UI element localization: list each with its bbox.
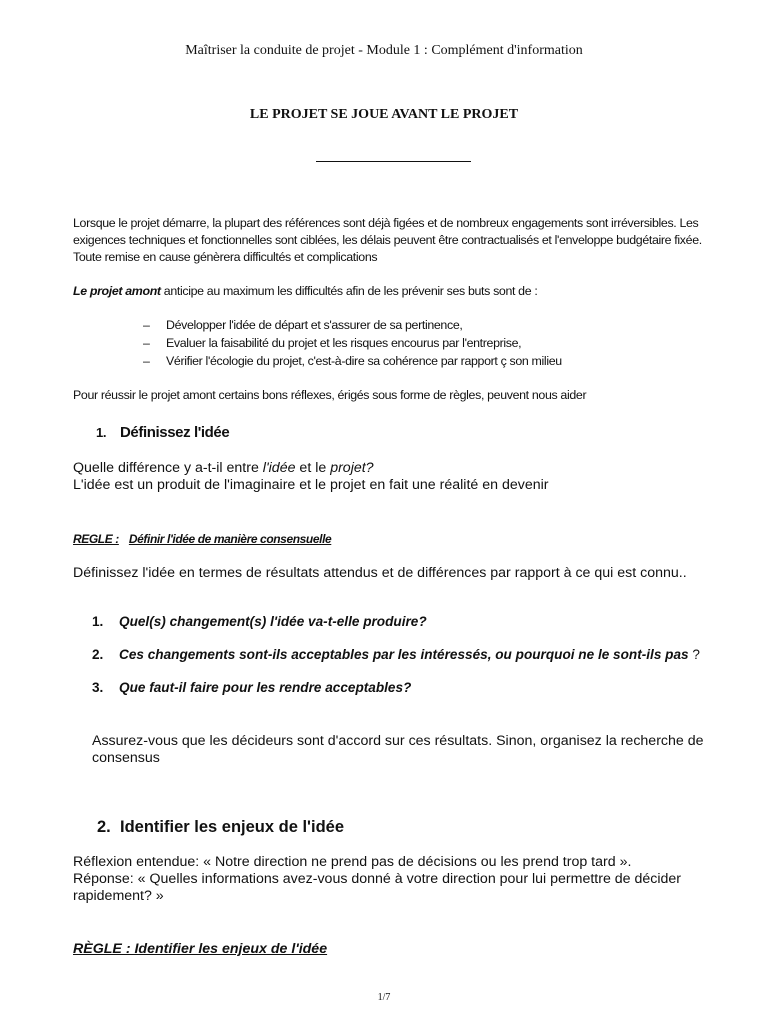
projet-amont-lead: Le projet amont — [73, 284, 161, 298]
reussir-paragraph: Pour réussir le projet amont certains bons réflexes, érigés sous forme de règles, peuvent nous aider — [73, 388, 587, 402]
questions-list — [92, 614, 712, 713]
list-number: 2. — [92, 647, 104, 662]
question-text: Quelle différence y a-t-il entre — [73, 460, 263, 476]
list-item-text: Vérifier l'écologie du projet, c'est-à-dire sa cohérence par rapport ç son milieu — [166, 354, 562, 368]
intro-paragraph: Lorsque le projet démarre, la plupart des références sont déjà figées et de nombreux engagements sont irréversibles. Les exigences techniques et fonctionnelles sont ciblées, les délais peuvent être contractualisés et l'enveloppe budgétaire fixée. Toute remise en cause génèrera difficultés et complications — [73, 216, 702, 264]
difference-answer: L'idée est un produit de l'imaginaire et le projet en fait une réalité en devenir — [73, 477, 549, 493]
list-number: 1. — [92, 614, 104, 629]
question-idee: l'idée — [262, 460, 296, 476]
list-item-text: Que faut-il faire pour les rendre acceptables? — [119, 680, 412, 695]
regle-2: RÈGLE : Identifier les enjeux de l'idée — [73, 941, 328, 957]
list-item — [143, 317, 562, 335]
reflexion-paragraph — [73, 854, 713, 905]
list-item-tail: ? — [688, 647, 700, 662]
definition-paragraph: Définissez l'idée en termes de résultats attendus et de différences par rapport à ce qui est connu.. — [73, 565, 687, 581]
section-1-title: Définissez l'idée — [120, 424, 230, 441]
section-1-heading — [96, 424, 229, 441]
page-number: 1/7 — [377, 992, 391, 1003]
list-number: 3. — [92, 680, 104, 695]
reflexion-text: Réflexion entendue: « Notre direction ne prend pas de décisions ou les prend trop tard ». — [73, 854, 632, 870]
list-item — [143, 335, 562, 353]
list-item — [143, 353, 562, 371]
projet-amont-text: anticipe au maximum les difficultés afin de les prévenir ses buts sont de : — [160, 284, 538, 298]
section-1-number: 1. — [96, 425, 107, 440]
bullet-dash: – — [143, 318, 150, 332]
bullet-dash: – — [143, 336, 150, 350]
reponse-text: Réponse: « Quelles informations avez-vous donné à votre direction pour lui permettre de décider rapidement? » — [73, 871, 682, 904]
list-item-text: Ces changements sont-ils acceptables par les intéressés, ou pourquoi ne le sont-ils pas — [119, 647, 689, 662]
list-item-text: Quel(s) changement(s) l'idée va-t-elle produire? — [119, 614, 427, 629]
list-item-text: Evaluer la faisabilité du projet et les risques encourus par l'entreprise, — [166, 336, 522, 350]
section-2-heading — [97, 818, 344, 837]
question-text: et le — [295, 460, 331, 476]
assurez-paragraph: Assurez-vous que les décideurs sont d'accord sur ces résultats. Sinon, organisez la recherche de consensus — [92, 733, 704, 766]
goals-list — [143, 317, 562, 371]
regle-1-text: Définir l'idée de manière consensuelle — [128, 532, 332, 546]
projet-amont-paragraph — [73, 283, 723, 300]
regle-1-label: REGLE : — [73, 532, 119, 546]
difference-question — [73, 460, 548, 494]
section-2-title: Identifier les enjeux de l'idée — [120, 818, 344, 836]
bullet-dash: – — [143, 354, 150, 368]
document-title: LE PROJET SE JOUE AVANT LE PROJET — [249, 107, 519, 122]
list-item — [92, 680, 712, 696]
running-header: Maîtriser la conduite de projet - Module 1 : Complément d'information — [185, 43, 583, 58]
question-projet: projet? — [330, 460, 374, 476]
list-item — [92, 614, 712, 630]
title-underline — [316, 161, 471, 162]
list-item — [92, 647, 712, 663]
regle-1 — [73, 532, 331, 546]
section-2-number: 2. — [97, 818, 111, 836]
list-item-text: Développer l'idée de départ et s'assurer de sa pertinence, — [166, 318, 463, 332]
